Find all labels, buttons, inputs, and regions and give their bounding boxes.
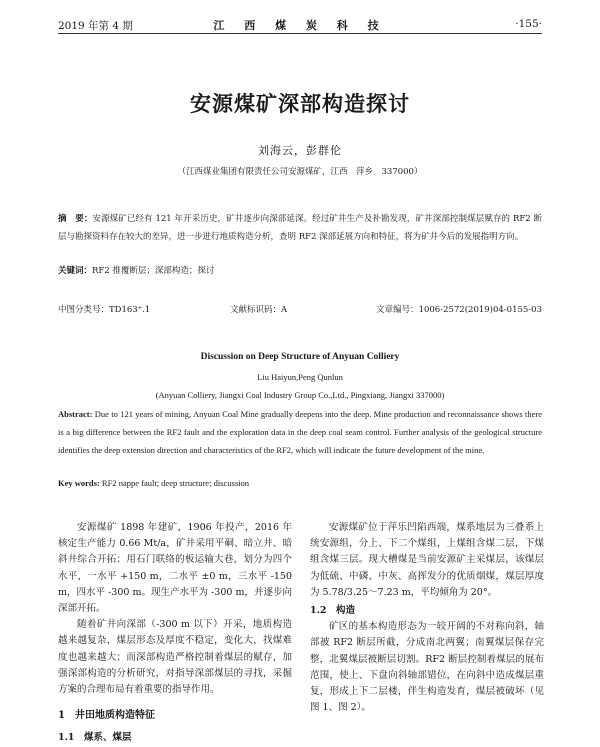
body-paragraph: 安源煤矿位于萍乐凹陷西端，煤系地层为三叠系上统安源组，分上、下二个煤组，上煤组含煤二层，下煤组含煤三层。现大槽煤是当前安源矿主采煤层，该煤层为低硫、中磷、中灰、高挥发分的优质烟煤，煤层厚度为 5.78/3.25～7.23 m，平均倾角为 20°。 (310, 522, 544, 598)
body-paragraph: 随着矿井向深部（-300 m 以下）开采，地质构造越来越复杂，煤层形态及厚度不稳定，变化大，找煤难度也越来越大；而深部构造严格控制着煤层的赋存，加强深部构造的分析研究，对指导深部煤层的寻找，采掘方案的合理布局有着重要的指导作用。 (58, 619, 292, 696)
article-number: 文章编号：1006-2572(2019)04-0155-03 (376, 305, 542, 315)
keywords-cn-label: 关键词： (58, 266, 93, 276)
running-header (58, 14, 542, 32)
english-title: Discussion on Deep Structure of Anyuan Colliery (200, 352, 400, 362)
paper-title: 安源煤矿深部构造探讨 (190, 91, 410, 116)
body-column-left (58, 520, 292, 747)
keywords-en-label: Key words: (58, 478, 100, 488)
keywords-en (58, 478, 542, 488)
abstract-en-label: Abstract: (58, 409, 93, 419)
abstract-cn-label: 摘 要： (58, 214, 93, 224)
abstract-en (58, 405, 542, 459)
abstract-cn (58, 210, 542, 246)
header-rule (58, 33, 542, 34)
section-heading: 1 井田地质构造特征 (58, 710, 155, 722)
author-list: 刘海云，彭群伦 (258, 144, 342, 157)
english-affiliation: (Anyuan Colliery, Jiangxi Coal Industry Group Co.,Ltd., Pingxiang, Jiangxi 337000) (155, 390, 445, 400)
document-code: 文献标识码：A (230, 305, 288, 315)
keywords-cn-text: RF2 推覆断层；深部构造；探讨 (92, 266, 215, 276)
abstract-cn-text: 安源煤矿已经有 121 年开采历史，矿井逐步向深部延深。经过矿井生产及补勘发现，矿井深部控制煤层赋存的 RF2 断层与勘探资料存在较大的差异，进一步进行地质构造分析，查明 RF2 深部延展方向和特征，将为矿井今后的发展指明方向。 (58, 214, 542, 242)
clc-number: 中图分类号：TD163⁺.1 (58, 305, 151, 315)
abstract-en-text: Due to 121 years of mining, Anyuan Coal Mine gradually deepens into the deep. Mine production and reconnaissance shows there is a big difference between the RF2 fault and the exploration data in the deep coal seam control. Further analysis of the geological structure identifies the deep extension direction and characteristics of the RF2, which will indicate the future development of the mine. (58, 409, 543, 455)
journal-name: 江 西 煤 炭 科 技 (213, 19, 387, 32)
affiliation: （江西煤业集团有限责任公司安源煤矿，江西 萍乡 337000） (177, 167, 423, 177)
issue-label: 2019 年第 4 期 (58, 20, 133, 32)
page-number: ·155· (515, 18, 542, 30)
subsection-heading: 1.2 构造 (310, 605, 356, 617)
classification-row (58, 303, 542, 317)
body-column-right (310, 520, 544, 716)
subsection-heading: 1.1 煤系、煤层 (58, 732, 132, 744)
body-paragraph: 矿区的基本构造形态为一较开阔的不对称向斜，轴部被 RF2 断层所截，分成南北两翼；南翼煤层保存完整，北翼煤层被断层切割。RF2 断层控制着煤层的展布范围，使上、下盘向斜轴部错位，在向斜中造成煤层重复，形成上下二层楼，伴生构造发育，煤层被破坏（见图 1、图 2）。 (310, 621, 544, 714)
keywords-en-text: RF2 nappe fault; deep structure; discussion (101, 478, 249, 488)
english-authors: Liu Haiyun,Peng Qunlun (257, 372, 343, 382)
body-paragraph: 安源煤矿 1898 年建矿，1906 年投产，2016 年核定生产能力 0.66 Mt/a，矿井采用平硐、暗立井、暗斜井综合开拓；用石门联络的板运输大巷，划分为四个水平，一水平 +150 m，二水平 ±0 m，三水平 -150 m，四水平 -300 m。现生产水平为 -300 m，并逐步向深部开拓。 (58, 522, 292, 615)
keywords-cn (58, 264, 542, 276)
